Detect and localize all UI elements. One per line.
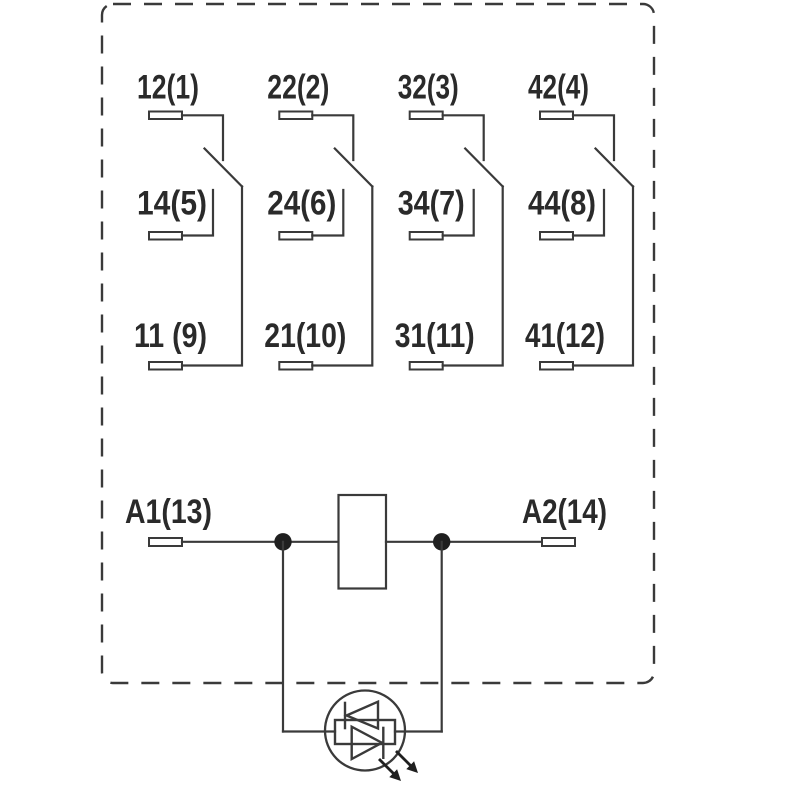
pole-3-common-terminal [410, 362, 443, 370]
pole-1-no-label: 14(5) [137, 184, 207, 223]
pole-1-common-terminal [149, 362, 182, 370]
pole-2-common-label: 21(10) [264, 317, 347, 355]
led-top-diode-icon [347, 702, 379, 729]
pole-4-no-terminal [540, 232, 573, 240]
pole-3-no-terminal [410, 232, 443, 240]
pole-1-no-terminal [149, 232, 182, 240]
pole-1-nc-terminal [149, 112, 182, 120]
pole-2 [264, 69, 372, 370]
pole-4-nc-terminal [540, 112, 573, 120]
pole-2-no-terminal [279, 232, 312, 240]
pole-4-nc-wire [573, 115, 614, 160]
pole-2-nc-terminal [279, 112, 312, 120]
light-emission-arrows-icon [379, 751, 418, 781]
pole-3-nc-label: 32(3) [397, 68, 459, 107]
pole-1-nc-wire [182, 115, 223, 160]
coil-symbol [339, 495, 387, 589]
pole-4 [525, 69, 633, 370]
pole-3-nc-terminal [410, 112, 443, 120]
pole-3 [395, 69, 503, 370]
pole-3-common-label: 31(11) [394, 317, 475, 355]
pole-2-nc-wire [312, 115, 353, 160]
pole-4-common-terminal [540, 362, 573, 370]
pole-2-common-terminal [279, 362, 312, 370]
coil-a2-label: A2(14) [522, 493, 607, 531]
pole-1-common-label: 11 (9) [134, 317, 207, 355]
pole-1 [134, 69, 242, 370]
pole-3-nc-wire [443, 115, 484, 160]
coil-section [125, 493, 607, 589]
pole-4-common-label: 41(12) [525, 317, 605, 355]
pole-4-nc-label: 42(4) [528, 68, 589, 107]
pole-3-no-label: 34(7) [397, 184, 465, 223]
pole-4-no-label: 44(8) [528, 184, 596, 223]
led-indicator-symbol [325, 691, 405, 771]
pole-2-nc-label: 22(2) [267, 68, 330, 107]
emission-arrow-2-shaft [396, 751, 411, 766]
coil-a1-label: A1(13) [125, 493, 212, 531]
pole-2-no-label: 24(6) [267, 184, 337, 223]
pole-1-nc-label: 12(1) [137, 68, 199, 107]
coil-a1-terminal [149, 538, 182, 546]
coil-a2-terminal [542, 538, 575, 546]
